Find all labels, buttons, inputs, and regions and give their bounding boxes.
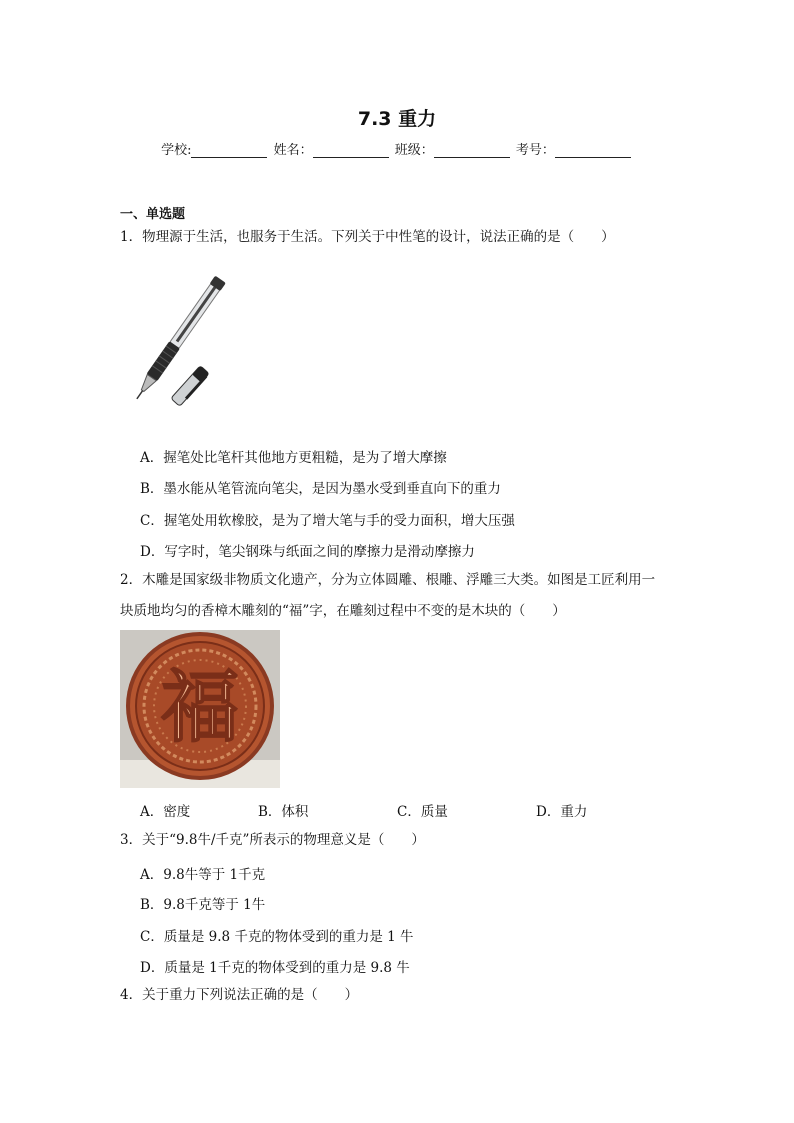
class-label: 班级：: [394, 143, 434, 158]
school-blank: [191, 143, 267, 158]
wood-carving-image: [120, 630, 280, 788]
question-2-stem-line-1: 2．木雕是国家级非物质文化遗产，分为立体圆雕、根雕、浮雕三大类。如图是工匠利用一: [120, 572, 656, 588]
question-3-stem: 3．关于“9.8牛/千克”所表示的物理意义是（ ）: [120, 832, 425, 848]
gel-pen-image: [128, 266, 228, 416]
class-blank: [434, 143, 510, 158]
exam-no-field: [516, 139, 633, 158]
question-3-option-c: C．质量是 9.8 千克的物体受到的重力是 1 牛: [140, 929, 414, 945]
school-label: 学校:: [161, 143, 192, 158]
question-1-option-d: D．写字时，笔尖钢珠与纸面之间的摩擦力是滑动摩擦力: [140, 544, 475, 560]
question-1-option-a: A．握笔处比笔杆其他地方更粗糙，是为了增大摩擦: [140, 450, 447, 466]
section-heading: 一、单选题: [120, 207, 186, 222]
exam-no-label: 考号：: [515, 143, 555, 158]
question-1-stem: 1．物理源于生活，也服务于生活。下列关于中性笔的设计，说法正确的是（ ）: [120, 229, 615, 245]
question-2-stem-line-2: 块质地均匀的香樟木雕刻的“福”字，在雕刻过程中不变的是木块的（ ）: [120, 603, 566, 619]
school-field: [161, 139, 269, 158]
question-3-option-d: D．质量是 1千克的物体受到的重力是 9.8 牛: [140, 960, 410, 976]
question-2-option-d: D．重力: [536, 804, 588, 820]
question-2-option-a: A．密度: [140, 804, 191, 820]
question-2-option-c: C．质量: [397, 804, 448, 820]
page-title: 7.3 重力: [357, 108, 437, 130]
question-2-option-b: B．体积: [258, 804, 309, 820]
question-1-option-b: B．墨水能从笔管流向笔尖，是因为墨水受到垂直向下的重力: [140, 481, 501, 497]
name-label: 姓名：: [273, 143, 313, 158]
name-field: [274, 139, 391, 158]
fu-character: 福: [160, 662, 240, 753]
question-3-option-a: A．9.8牛等于 1千克: [140, 867, 266, 883]
question-4-stem: 4．关于重力下列说法正确的是（ ）: [120, 987, 359, 1003]
exam-no-blank: [555, 143, 631, 158]
question-1-option-c: C．握笔处用软橡胶，是为了增大笔与手的受力面积，增大压强: [140, 513, 515, 529]
question-3-option-b: B．9.8千克等于 1牛: [140, 897, 266, 913]
class-field: [395, 139, 512, 158]
student-info-line: [0, 139, 794, 158]
name-blank: [313, 143, 389, 158]
fu-carving-graphic: [120, 630, 280, 788]
